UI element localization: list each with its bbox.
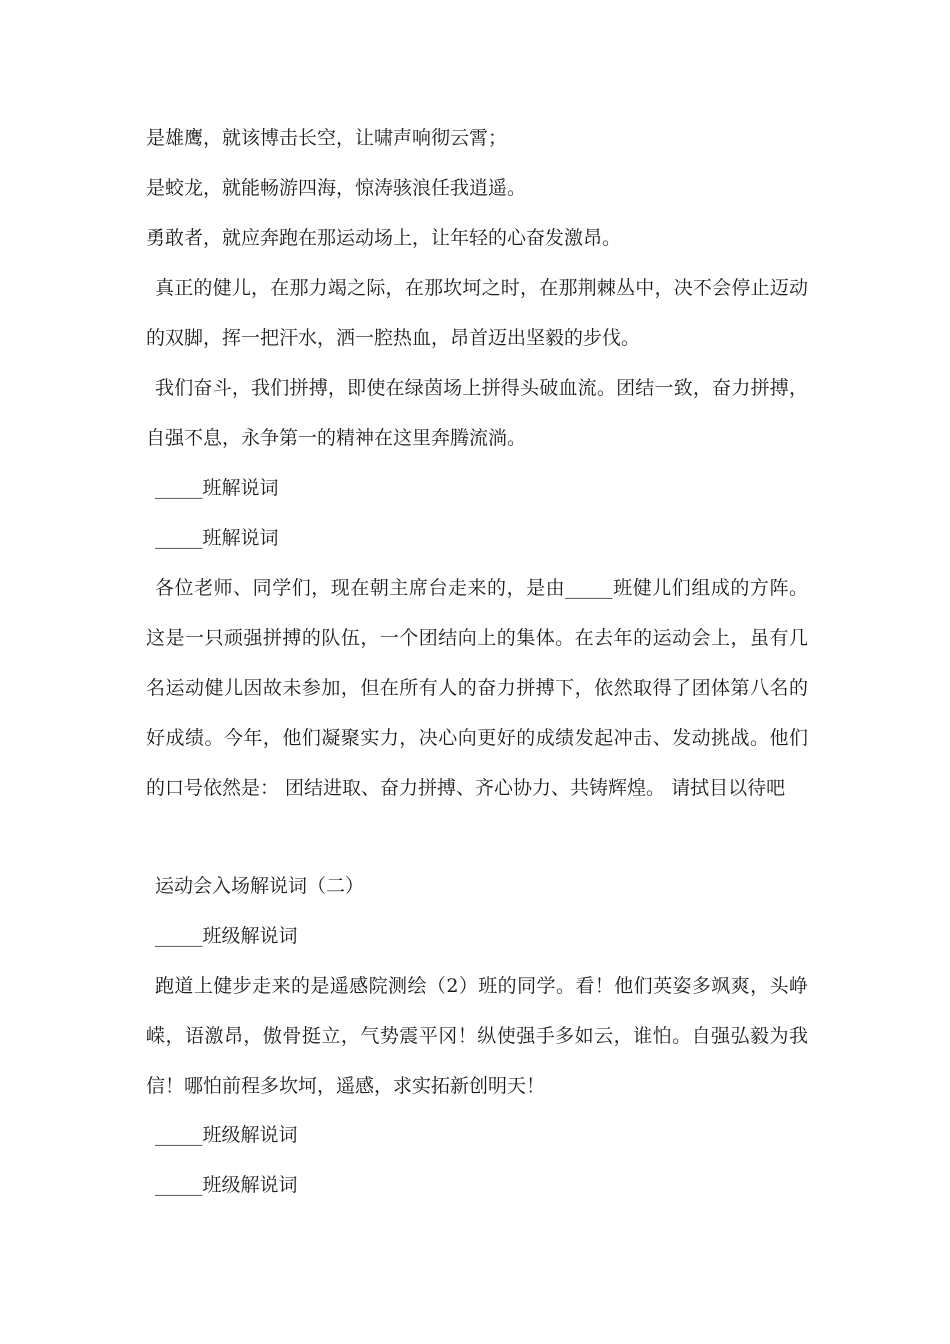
paragraph-struggle: 我们奋斗，我们拼搏，即使在绿茵场上拼得头破血流。团结一致，奋力拼搏，自强不息，永争第一的精神在这里奔腾流淌。 bbox=[146, 377, 808, 449]
class-commentary-heading: _____班解说词 bbox=[155, 527, 279, 549]
class-commentary-heading: _____班级解说词 bbox=[155, 1174, 298, 1196]
paragraph-dragon: 是蛟龙，就能畅游四海，惊涛骇浪任我逍遥。 bbox=[146, 177, 527, 199]
section-title: 运动会入场解说词（二） bbox=[155, 875, 365, 897]
class-commentary-heading: _____班级解说词 bbox=[155, 1124, 298, 1146]
class-commentary-heading: _____班解说词 bbox=[155, 477, 279, 499]
paragraph-eagle: 是雄鹰，就该博击长空，让啸声响彻云霄； bbox=[146, 127, 508, 149]
paragraph-athletes: 真正的健儿，在那力竭之际，在那坎坷之时，在那荆棘丛中，决不会停止迈动的双脚，挥一把汗水，洒一腔热血，昂首迈出坚毅的步伐。 bbox=[146, 277, 808, 349]
paragraph-brave: 勇敢者，就应奔跑在那运动场上，让年轻的心奋发激昂。 bbox=[146, 227, 622, 249]
paragraph-class-intro: 各位老师、同学们，现在朝主席台走来的，是由_____班健儿们组成的方阵。这是一只顽强拼搏的队伍，一个团结向上的集体。在去年的运动会上，虽有几名运动健儿因故未参加，但在所有人的奋力拼搏下，依然取得了团体第八名的好成绩。今年，他们凝聚实力，决心向更好的成绩发起冲击、发动挑战。他们的口号依然是： 团结进取、奋力拼搏、齐心协力、共铸辉煌。 请拭目以待吧 bbox=[146, 577, 808, 799]
class-commentary-heading: _____班级解说词 bbox=[155, 925, 298, 947]
paragraph-remote-sensing: 跑道上健步走来的是遥感院测绘（2）班的同学。看！他们英姿多飒爽，头峥嵘，语激昂，傲骨挺立，气势震平冈！纵使强手多如云，谁怕。自强弘毅为我信！哪怕前程多坎坷，遥感，求实拓新创明天！ bbox=[146, 975, 808, 1097]
